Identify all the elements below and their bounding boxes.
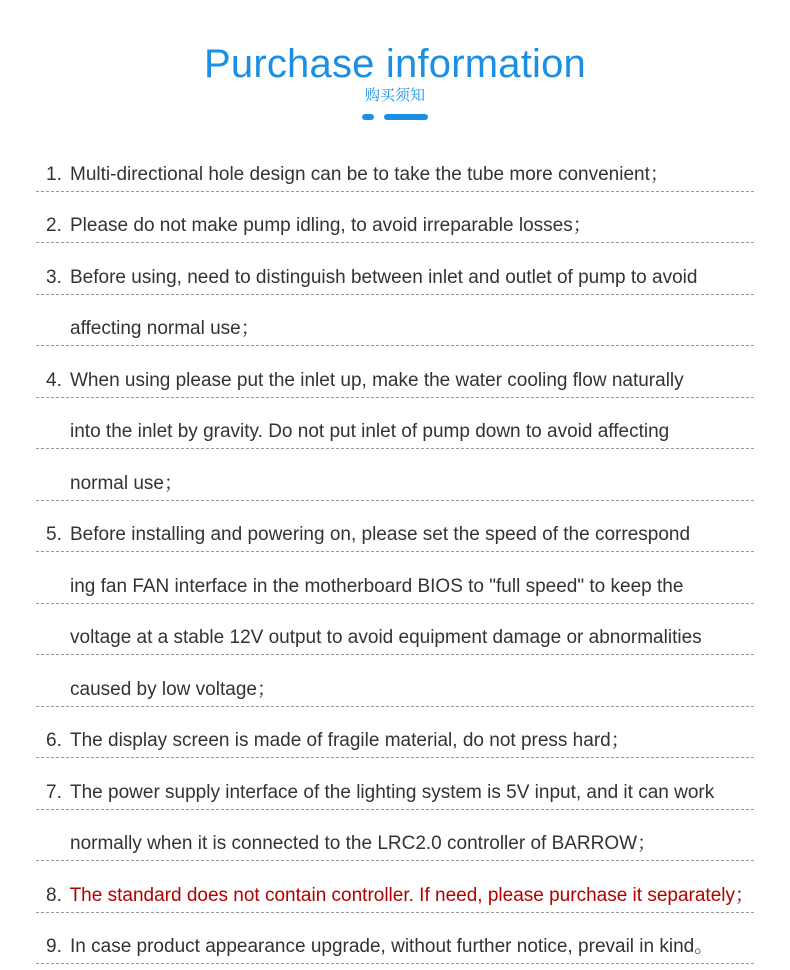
note-5-line-3 <box>36 604 754 656</box>
note-number: 8. <box>46 884 62 906</box>
notes-list <box>36 140 754 964</box>
note-text: caused by low voltage； <box>70 678 276 700</box>
note-number: 6. <box>46 730 62 751</box>
title-decoration-long <box>384 114 428 120</box>
note-3-line-2 <box>36 295 754 347</box>
note-4-line-3 <box>36 449 754 501</box>
note-text: Before using, need to distinguish between inlet and outlet of pump to avoid <box>70 266 698 288</box>
note-text: affecting normal use； <box>70 318 260 339</box>
note-5-line-4 <box>36 655 754 707</box>
note-2-line-1 <box>36 192 754 244</box>
note-text: normal use； <box>70 472 183 494</box>
note-5-line-1 <box>36 501 754 553</box>
note-number: 4. <box>46 369 62 391</box>
note-text-warning: The standard does not contain controller. If need, please purchase it separately； <box>69 884 754 906</box>
note-5-line-2 <box>36 552 754 604</box>
note-text: In case product appearance upgrade, without further notice, prevail in kind。 <box>70 936 714 957</box>
note-9-line-1 <box>36 913 754 965</box>
page-title: Purchase information <box>204 42 586 86</box>
note-3-line-1 <box>36 243 754 295</box>
note-text: Before installing and powering on, please set the speed of the correspond <box>70 524 691 545</box>
note-7-line-2 <box>36 810 754 862</box>
note-text: When using please put the inlet up, make the water cooling flow naturally <box>70 369 684 391</box>
title-decoration-short <box>362 114 374 120</box>
page-subtitle: 购买须知 <box>364 87 425 104</box>
note-1-line-1 <box>36 140 754 192</box>
note-text: voltage at a stable 12V output to avoid equipment damage or abnormalities <box>70 627 702 648</box>
note-number: 3. <box>46 266 62 288</box>
note-number: 1. <box>46 163 62 185</box>
note-number: 2. <box>46 215 62 236</box>
note-text: The power supply interface of the lighting system is 5V input, and it can work <box>70 781 715 803</box>
note-text: The display screen is made of fragile material, do not press hard； <box>70 730 630 751</box>
note-6-line-1 <box>36 707 754 759</box>
note-text: Multi-directional hole design can be to take the tube more convenient； <box>70 163 669 185</box>
note-number: 7. <box>46 781 62 803</box>
note-text: ing fan FAN interface in the motherboard BIOS to "full speed" to keep the <box>70 575 684 597</box>
note-4-line-2 <box>36 398 754 450</box>
note-text: into the inlet by gravity. Do not put inlet of pump down to avoid affecting <box>70 421 670 442</box>
note-4-line-1 <box>36 346 754 398</box>
note-text: Please do not make pump idling, to avoid irreparable losses； <box>70 215 592 236</box>
note-number: 5. <box>46 524 62 545</box>
note-8-line-1 <box>36 861 754 913</box>
note-number: 9. <box>46 936 62 957</box>
note-text: normally when it is connected to the LRC2.0 controller of BARROW； <box>70 833 657 854</box>
note-7-line-1 <box>36 758 754 810</box>
